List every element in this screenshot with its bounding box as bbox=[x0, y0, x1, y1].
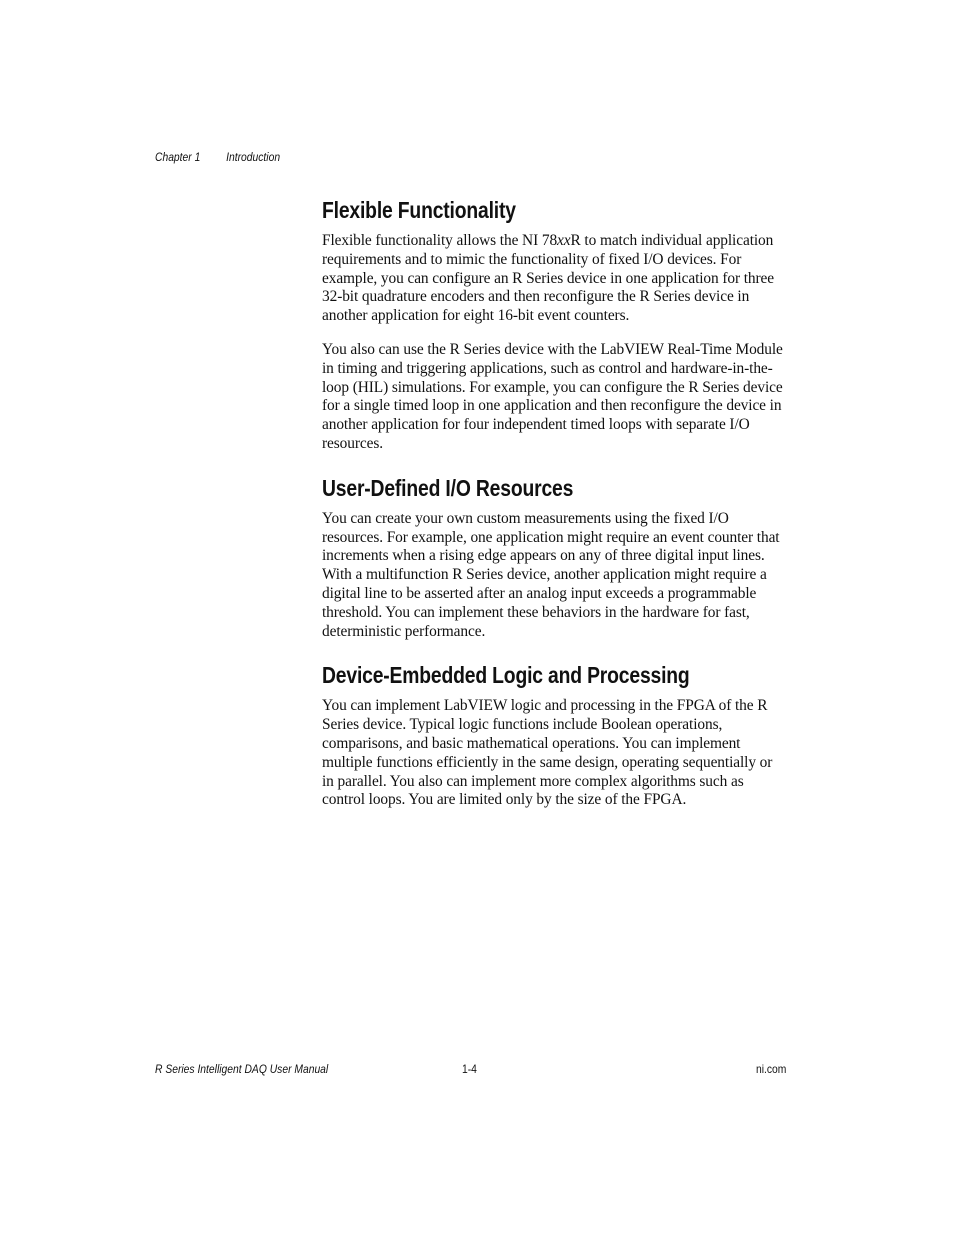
paragraph: Flexible functionality allows the NI 78xxR to match individual application requirements and to mimic the functionality of fixed I/O devices. For example, you can configure an R Series device in one application for three 32-bit quadrature encoders and then reconfigure the R Series device in another application for eight 16-bit event counters. bbox=[322, 232, 775, 325]
section-heading: Flexible Functionality bbox=[322, 197, 516, 223]
section-user-defined-io bbox=[322, 474, 786, 642]
running-header bbox=[155, 150, 280, 164]
section-heading: User-Defined I/O Resources bbox=[322, 474, 574, 501]
section-device-embedded-logic bbox=[322, 661, 786, 810]
page-number: 1-4 bbox=[462, 1062, 477, 1076]
paragraph: You also can use the R Series device with the LabVIEW Real-Time Module in timing and triggering applications, such as control and hardware-in-the-loop (HIL) simulations. For example, you can configure the R Series device for a single timed loop in one application and then reconfigure the device in another application for four independent timed loops with separate I/O resources. bbox=[322, 340, 783, 452]
page-content bbox=[322, 196, 786, 810]
paragraph: You can implement LabVIEW logic and processing in the FPGA of the R Series device. Typical logic functions include Boolean operations, comparisons, and basic mathematical operations. You can implement multiple functions efficiently in the same design, operating sequentially or in parallel. You also can implement more complex algorithms such as control loops. You are limited only by the size of the FPGA. bbox=[322, 697, 773, 809]
paragraph: You can create your own custom measurements using the fixed I/O resources. For example, one application might require an event counter that increments when a rising edge appears on any of three digital input lines. With a multifunction R Series device, another application might require a digital line to be asserted after an analog input exceeds a programmable threshold. You can implement these behaviors in the hardware for fast, deterministic performance. bbox=[322, 509, 780, 640]
section-flexible-functionality bbox=[322, 196, 786, 454]
site-url: ni.com bbox=[755, 1062, 786, 1076]
page-footer bbox=[155, 1062, 786, 1078]
chapter-title: Introduction bbox=[226, 150, 281, 164]
manual-title: R Series Intelligent DAQ User Manual bbox=[155, 1062, 329, 1076]
chapter-label: Chapter 1 bbox=[155, 150, 201, 164]
section-heading: Device-Embedded Logic and Processing bbox=[322, 662, 690, 689]
